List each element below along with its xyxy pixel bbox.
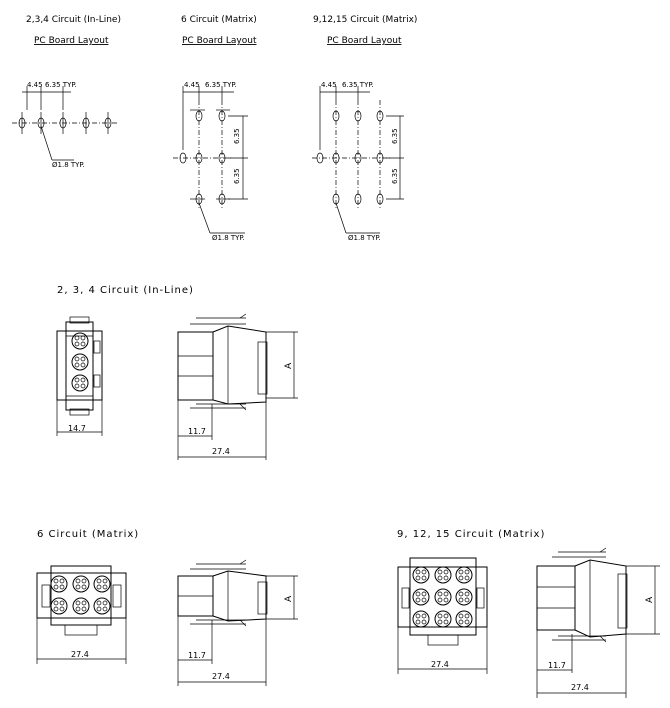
pcb3-pitch-small: 4.45 <box>321 81 337 89</box>
matrix9-dim-a: A <box>645 596 655 603</box>
matrix9-width-label: 27.4 <box>431 660 449 669</box>
inline-depth-label: 11.7 <box>188 427 206 436</box>
pcb-layout-matrix6 <box>173 81 248 242</box>
matrix9-pcb-title: 9,12,15 Circuit (Matrix) <box>313 15 418 25</box>
pcb1-pitch-typ: 6.35 TYP. <box>45 81 77 89</box>
matrix6-width-label: 27.4 <box>71 650 89 659</box>
matrix6-front-view <box>37 566 126 664</box>
inline-pcb-title: 2,3,4 Circuit (In-Line) <box>26 15 121 25</box>
pcb-layout-matrix9 <box>312 81 404 242</box>
inline-section-title: 2, 3, 4 Circuit (In-Line) <box>57 285 194 296</box>
pcb2-hole-label: Ø1.8 TYP. <box>212 234 245 242</box>
pcb3-hole-label: Ø1.8 TYP. <box>348 234 381 242</box>
matrix6-depth-label: 11.7 <box>188 651 206 660</box>
pcb2-vert-pitch-2: 6.35 <box>233 168 241 184</box>
matrix6-pcb-subtitle: PC Board Layout <box>182 36 257 46</box>
matrix6-pcb-title: 6 Circuit (Matrix) <box>181 15 257 25</box>
matrix9-section-title: 9, 12, 15 Circuit (Matrix) <box>397 529 546 540</box>
inline-dim-a: A <box>284 362 294 369</box>
inline-front-view <box>57 317 102 436</box>
matrix6-dim-a: A <box>284 595 294 602</box>
pcb2-pitch-small: 4.45 <box>184 81 200 89</box>
matrix6-side-view <box>178 560 298 686</box>
matrix9-side-view <box>537 548 660 698</box>
pcb2-vert-pitch-1: 6.35 <box>233 128 241 144</box>
pcb1-pitch-small: 4.45 <box>27 81 43 89</box>
pcb1-hole-label: Ø1.8 TYP. <box>52 161 85 169</box>
pcb2-pitch-typ: 6.35 TYP. <box>205 81 237 89</box>
matrix6-section-title: 6 Circuit (Matrix) <box>37 529 140 540</box>
pcb3-vert-pitch-1: 6.35 <box>391 128 399 144</box>
matrix6-length-label: 27.4 <box>212 672 230 681</box>
pcb-layout-inline <box>12 81 118 169</box>
inline-width-label: 14.7 <box>68 424 86 433</box>
inline-length-label: 27.4 <box>212 447 230 456</box>
matrix9-pcb-subtitle: PC Board Layout <box>327 36 402 46</box>
matrix9-depth-label: 11.7 <box>548 661 566 670</box>
pcb3-pitch-typ: 6.35 TYP. <box>342 81 374 89</box>
inline-side-view <box>178 314 298 460</box>
matrix9-front-view <box>398 558 487 674</box>
inline-pcb-subtitle: PC Board Layout <box>34 36 109 46</box>
pcb3-vert-pitch-2: 6.35 <box>391 168 399 184</box>
matrix9-length-label: 27.4 <box>571 683 589 692</box>
